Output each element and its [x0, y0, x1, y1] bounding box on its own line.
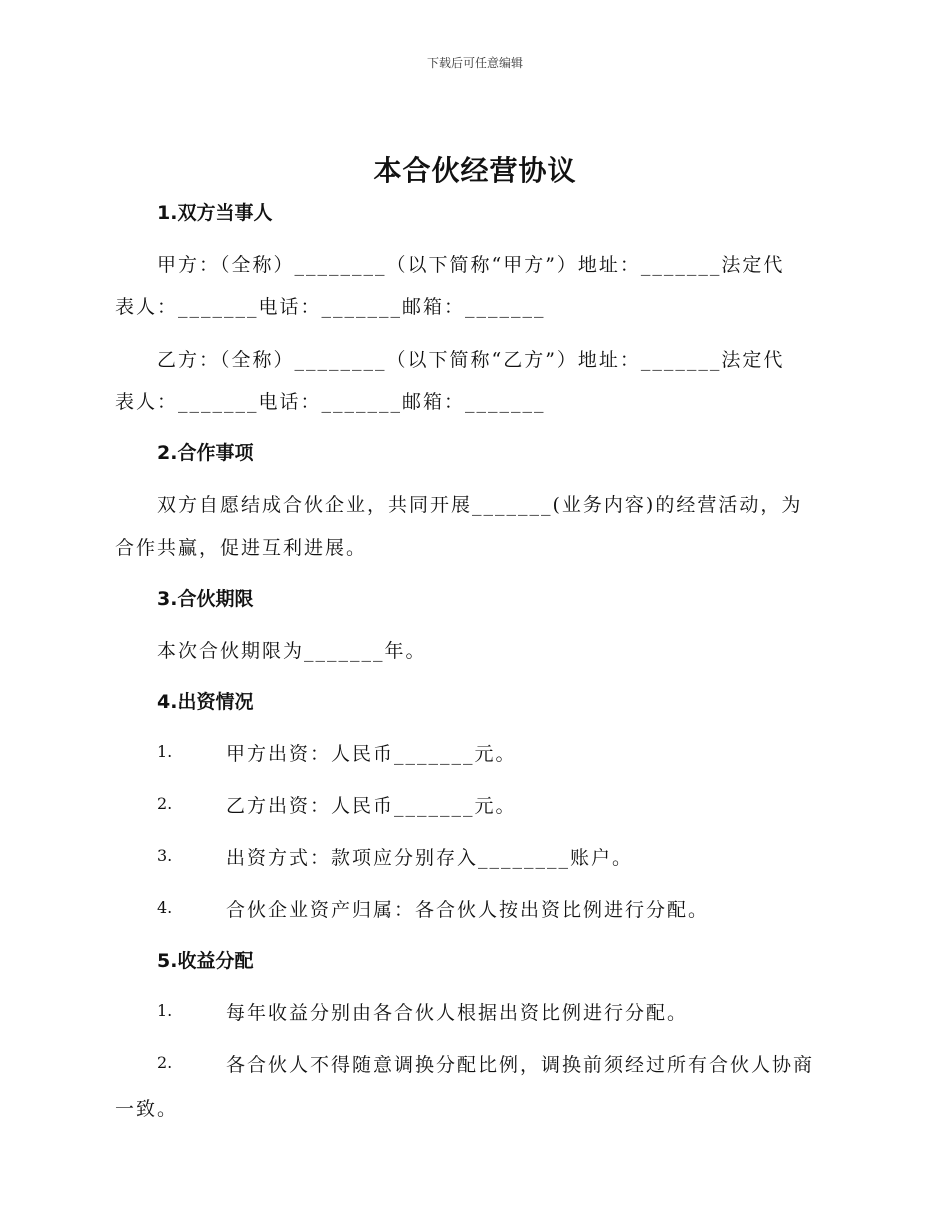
list-item-continuation: 一致。 [115, 1098, 179, 1120]
section-5-heading: 5.收益分配 [157, 950, 254, 972]
list-item-number: 2. [157, 1053, 173, 1072]
section-2-heading: 2.合作事项 [157, 442, 254, 464]
party-b-line-2: 表人：_______电话：_______邮箱：_______ [115, 391, 546, 413]
list-item-number: 1. [157, 742, 173, 761]
party-b-line-1: 乙方：（全称）________（以下简称“乙方”）地址：_______法定代 [157, 349, 785, 371]
page-header: 下载后可任意编辑 [426, 56, 523, 70]
document-title: 本合伙经营协议 [373, 154, 577, 187]
section-3-heading: 3.合伙期限 [157, 588, 254, 610]
section-2-line-2: 合作共赢，促进互利进展。 [115, 537, 368, 559]
list-item-number: 4. [157, 898, 173, 917]
list-item-text: 乙方出资：人民币_______元。 [226, 795, 517, 817]
section-1-heading: 1.双方当事人 [157, 202, 273, 224]
list-item-text: 每年收益分别由各合伙人根据出资比例进行分配。 [226, 1002, 689, 1024]
section-3-line-1: 本次合伙期限为_______年。 [157, 640, 427, 662]
list-item-text: 甲方出资：人民币_______元。 [226, 743, 517, 765]
list-item-text: 各合伙人不得随意调换分配比例，调换前须经过所有合伙人协商 [226, 1054, 815, 1076]
section-4-heading: 4.出资情况 [157, 691, 254, 713]
list-item-text: 出资方式：款项应分别存入________账户。 [226, 847, 634, 869]
party-a-line-2: 表人：_______电话：_______邮箱：_______ [115, 296, 546, 318]
section-2-line-1: 双方自愿结成合伙企业，共同开展_______(业务内容)的经营活动，为 [157, 494, 803, 516]
list-item-number: 1. [157, 1001, 173, 1020]
list-item-number: 2. [157, 794, 173, 813]
list-item-number: 3. [157, 846, 173, 865]
party-a-line-1: 甲方：（全称）________（以下简称“甲方”）地址：_______法定代 [157, 254, 785, 276]
list-item-text: 合伙企业资产归属：各合伙人按出资比例进行分配。 [226, 899, 710, 921]
